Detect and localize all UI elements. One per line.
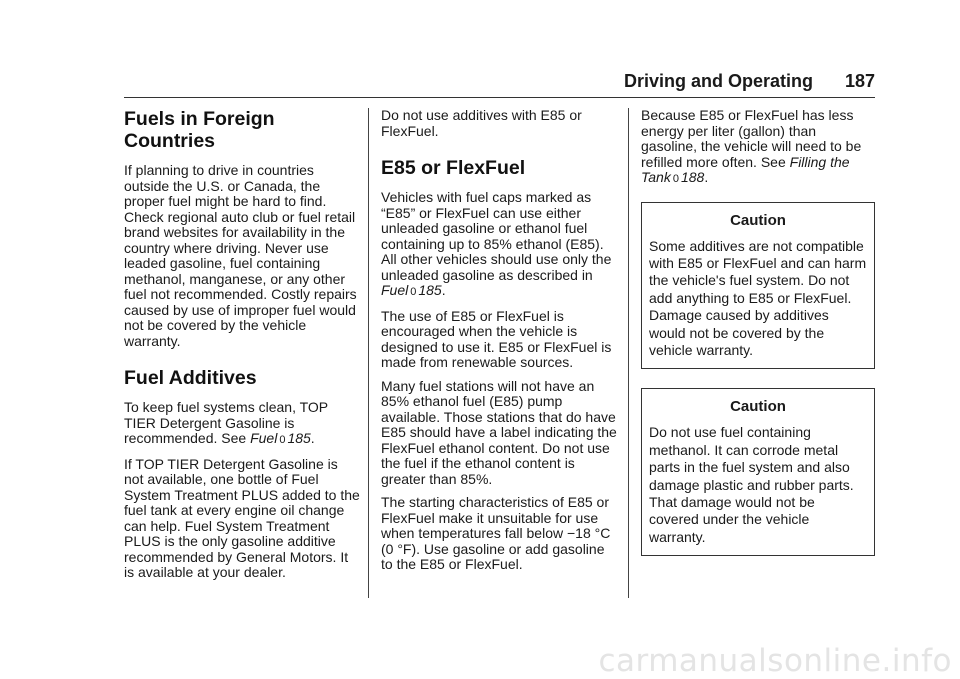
running-header [124,71,875,97]
xref-arrow-icon-3: 0 [672,173,679,185]
column-1 [124,108,360,581]
caution-title-2: Caution [730,398,786,416]
heading-fuels-foreign-line2: Countries [124,130,216,152]
para-no-additives: Do not use additives with E85 or FlexFuel. [381,107,582,139]
heading-fuels-foreign [124,108,360,152]
caution-title: Caution [730,211,786,229]
caution-box-additives [641,202,875,370]
xref-fuel-link[interactable]: Fuel [250,430,278,446]
xref-page-3[interactable]: 188 [680,169,705,185]
para-e85-encouraged: The use of E85 or FlexFuel is encouraged when the vehicle is designed to use it. E85 or FlexFuel is made from renewable sources. [381,307,612,370]
para-top-tier-end: . [310,430,315,446]
para-top-tier-text: To keep fuel systems clean, TOP TIER Detergent Gasoline is recommended. See [124,399,328,446]
xref-arrow-icon-2: 0 [410,286,417,298]
column-divider-2 [628,108,629,598]
xref-fuel-link-2[interactable]: Fuel [381,282,409,298]
caution-body: Some additives are not compatible with E85 or FlexFuel and can harm the vehicle's fuel system. Do not add anything to E85 or FlexFuel. Damage caused by additives would not be covered by the vehicle warranty. [649,237,867,358]
section-title: Driving and Operating [623,71,813,91]
heading-fuel-additives: Fuel Additives [124,367,257,389]
para-fuel-stations: Many fuel stations will not have an 85% ethanol fuel (E85) pump available. Those stations that do have E85 should have a label indicating the FlexFuel ethanol content. Do not use the fuel if the ethanol content is greater than 85%. [381,377,617,487]
watermark: carmanualsonline.info [598,643,952,679]
column-2 [381,108,617,573]
para-fuel-system-treatment: If TOP TIER Detergent Gasoline is not available, one bottle of Fuel System Treatment PLUS added to the fuel tank at every engine oil change can help. Fuel System Treatment PLUS is the only gasoline additive recommended by General Motors. It is available at your dealer. [124,455,360,580]
caution-box-methanol [641,388,875,556]
page-number: 187 [844,71,875,91]
column-divider-1 [368,108,369,598]
xref-filling-tank-link[interactable]: Filling the Tank [641,153,850,185]
para-e85-caps [381,190,617,301]
xref-page-2[interactable]: 185 [418,282,442,298]
para-top-tier [124,400,360,449]
caution-body-2: Do not use fuel containing methanol. It can corrode metal parts in the fuel system and also damage plastic and rubber parts. That damage would not be covered under the vehicle warranty. [649,424,854,545]
para-foreign-fuel: If planning to drive in countries outside the U.S. or Canada, the proper fuel might be hard to find. Check regional auto club or fuel retail brand websites for availability in the country where driving. Never use leaded gasoline, fuel containing methanol, manganese, or any other fuel not recommended. Costly repairs caused by use of improper fuel would not be covered by the vehicle warranty. [124,162,357,349]
para-less-energy [641,108,875,188]
column-3 [641,108,875,556]
heading-fuels-foreign-line1: Fuels in Foreign [124,108,275,130]
para-e85-caps-text: Vehicles with fuel caps marked as “E85” or FlexFuel can use either unleaded gasoline or ethanol fuel containing up to 85% ethanol (E85). All other vehicles should use only the unleaded gasoline as described in [381,189,612,283]
xref-arrow-icon: 0 [279,434,286,446]
header-rule [124,97,875,98]
xref-page[interactable]: 185 [287,430,311,446]
heading-e85-flexfuel: E85 or FlexFuel [381,157,526,179]
para-less-energy-text: Because E85 or FlexFuel has less energy per liter (gallon) than gasoline, the vehicle will need to be refilled more often. See [641,107,862,170]
para-e85-caps-end: . [441,282,446,298]
para-starting-characteristics: The starting characteristics of E85 or FlexFuel make it unsuitable for use when temperatures fall below −18 °C (0 °F). Use gasoline or add gasoline to the E85 or FlexFuel. [381,494,611,572]
para-less-energy-end: . [704,169,709,185]
